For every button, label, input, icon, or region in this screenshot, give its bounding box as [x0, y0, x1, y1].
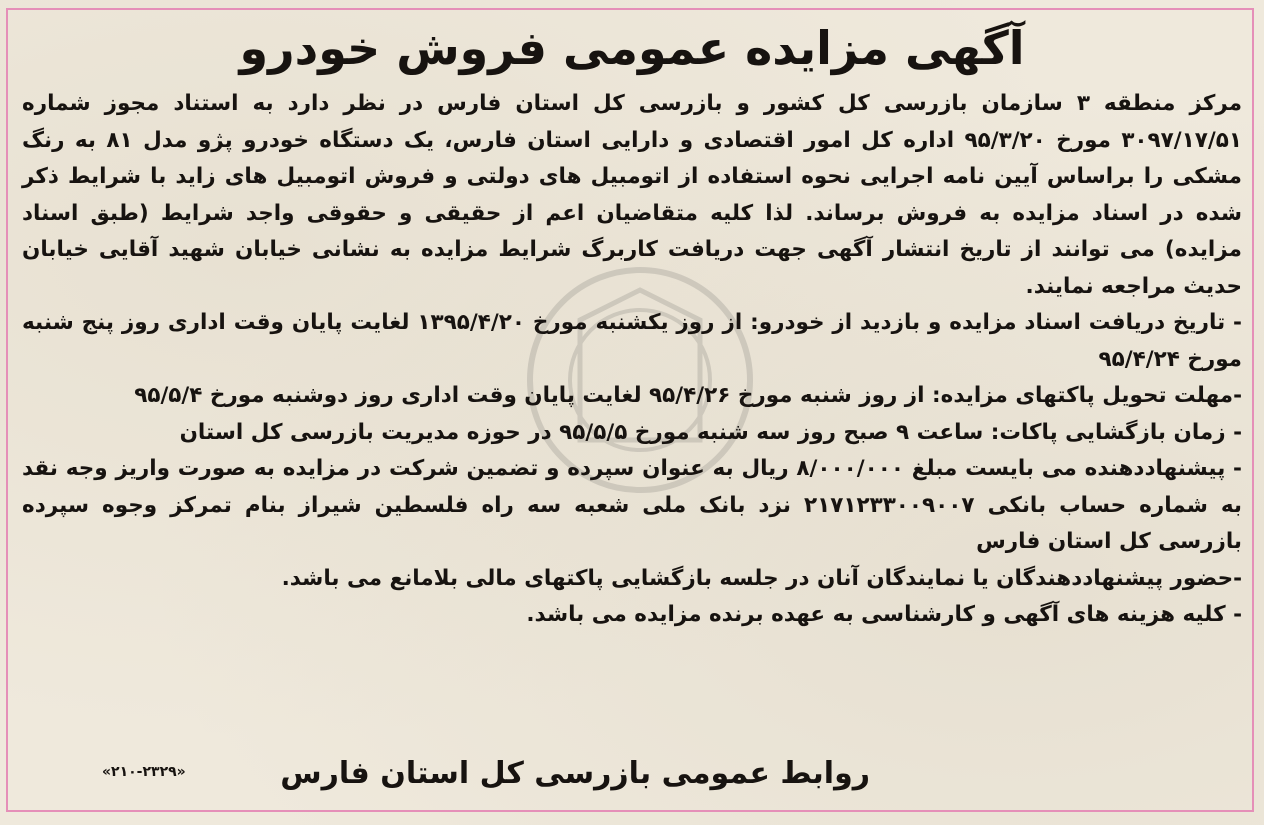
notice-reference-code: «۲۱۰-۲۳۲۹» — [102, 764, 186, 780]
notice-content — [22, 12, 1242, 634]
notice-title: آگهی مزایده عمومی فروش خودرو — [239, 21, 1025, 75]
list-item: - تاریخ دریافت اسناد مزایده و بازدید از خودرو: از روز یکشنبه مورخ ۱۳۹۵/۴/۲۰ لغایت پایان وقت اداری روز پنج شنبه مورخ ۹۵/۴/۲۴ — [22, 310, 1242, 372]
list-item: - پیشنهاددهنده می بایست مبلغ ۸/۰۰۰/۰۰۰ ریال به عنوان سپرده و تضمین شرکت در مزایده به صورت واریز وجه نقد به شماره حساب بانکی ۲۱۷۱۲۳۳۰۰۹۰۰۷ نزد بانک ملی شعبه سه راه فلسطین شیراز بنام تمرکز وجوه سپرده بازرسی کل استان فارس — [22, 456, 1243, 554]
notice-footer — [90, 752, 1170, 796]
notice-conditions-list — [22, 305, 1242, 634]
list-item: - زمان بازگشایی پاکات: ساعت ۹ صبح روز سه شنبه مورخ ۹۵/۵/۵ در حوزه مدیریت بازرسی کل استان — [179, 419, 1242, 445]
list-item: - کلیه هزینه های آگهی و کارشناسی به عهده برنده مزایده می باشد. — [526, 602, 1242, 627]
notice-signature: روابط عمومی بازرسی کل استان فارس — [280, 756, 870, 791]
list-item: -مهلت تحویل پاکتهای مزایده: از روز شنبه مورخ ۹۵/۴/۲۶ لغایت پایان وقت اداری روز دوشنبه مورخ ۹۵/۵/۴ — [134, 383, 1242, 408]
list-item: -حضور پیشنهاددهندگان یا نمایندگان آنان در جلسه بازگشایی پاکتهای مالی بلامانع می باشد. — [281, 565, 1242, 591]
notice-intro-paragraph: مرکز منطقه ۳ سازمان بازرسی کل کشور و بازرسی کل استان فارس در نظر دارد به استناد مجوز شماره ۳۰۹۷/۱۷/۵۱ مورخ ۹۵/۳/۲۰ اداره کل امور اقتصادی و دارایی استان فارس، یک دستگاه خودرو پژو مدل ۸۱ به رنگ مشکی را براساس آیین نامه اجرایی نحوه استفاده از اتومبیل های دولتی و فروش اتومبیل های زاید با شرایط ذکر شده در اسناد مزایده به فروش برساند. لذا کلیه متقاضیان اعم از حقیقی و حقوقی واجد شرایط (طبق اسناد مزایده) می توانند از تاریخ انتشار آگهی جهت دریافت کاربرگ شرایط مزایده به نشانی خیابان شهید آقایی خیابان حدیث مراجعه نمایند. — [22, 91, 1243, 299]
